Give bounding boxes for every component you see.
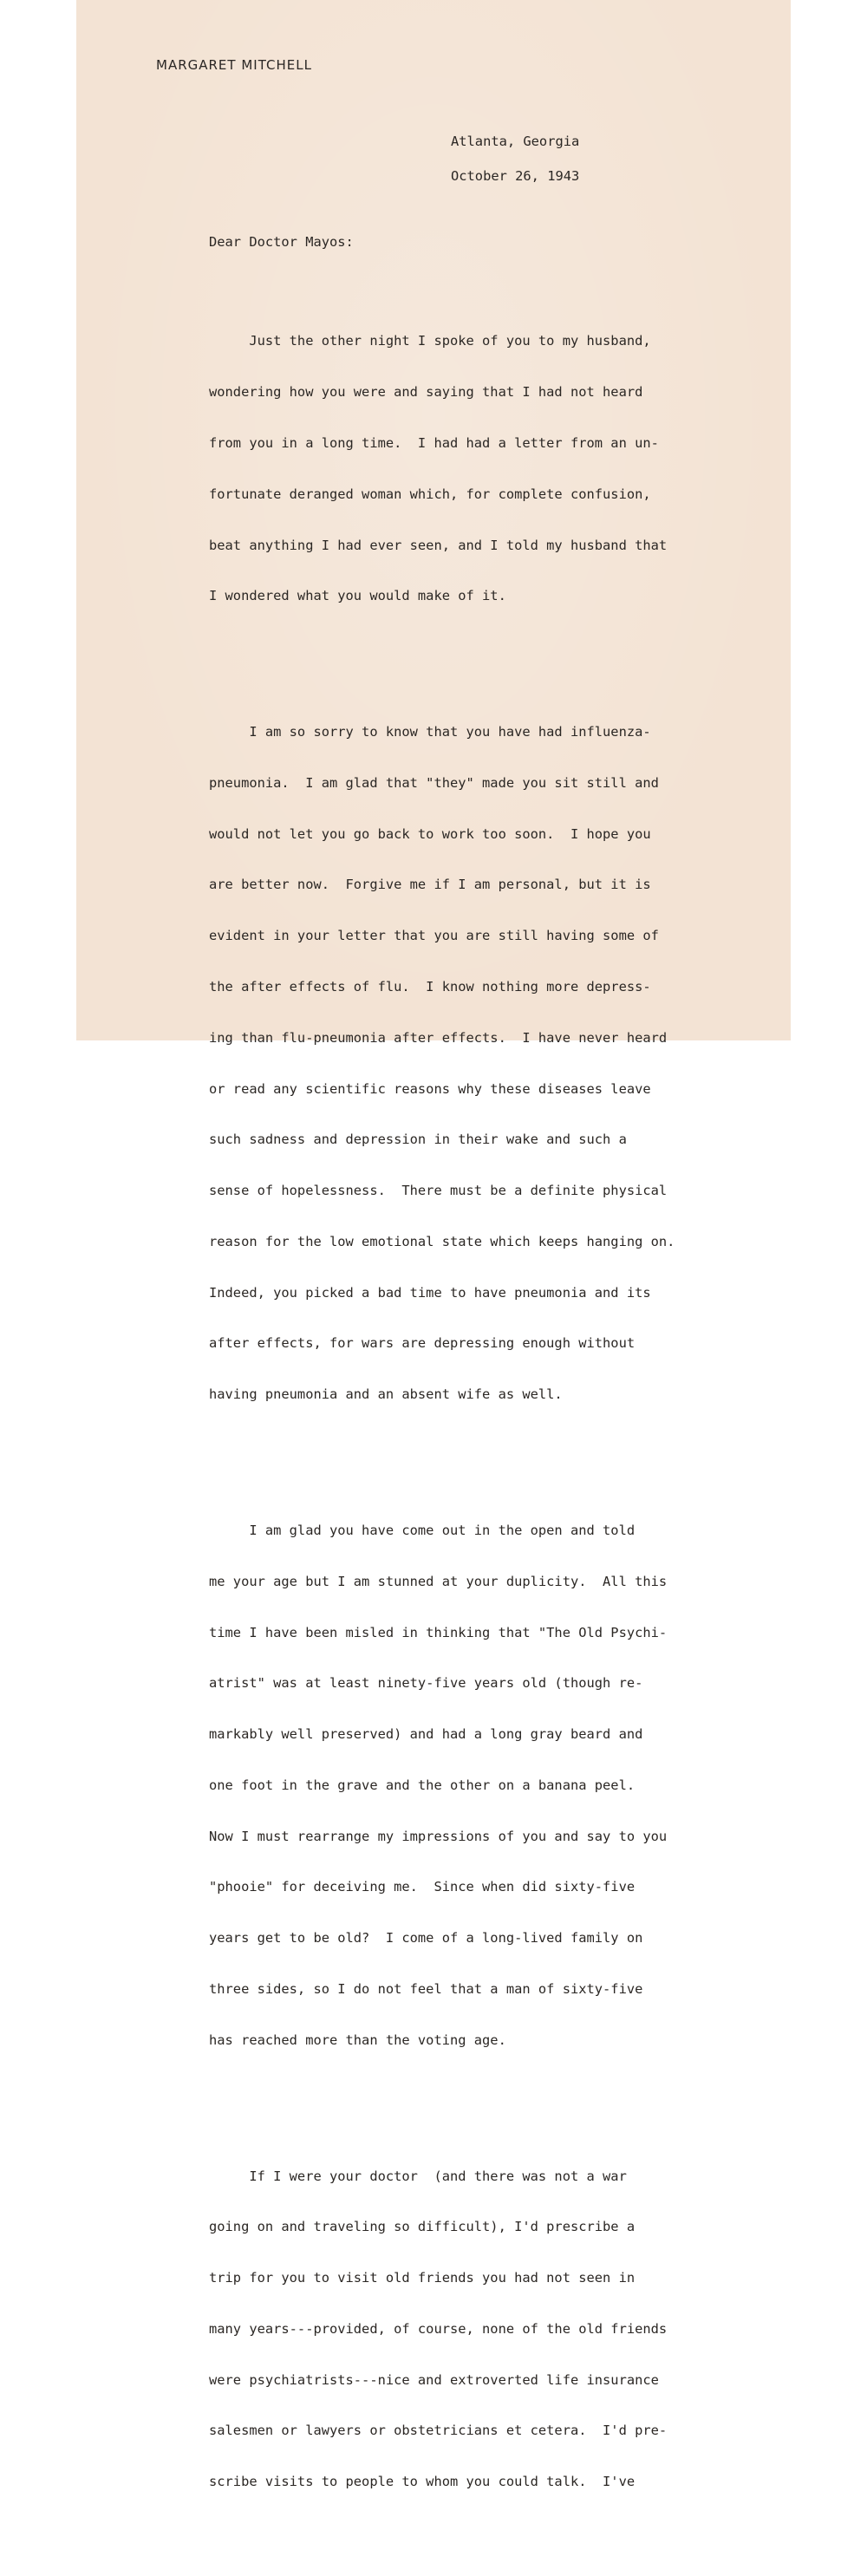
paragraph-2 bbox=[209, 690, 772, 1438]
text-line: has reached more than the voting age. bbox=[209, 2031, 506, 2048]
text-line: Now I must rearrange my impressions of you and say to you bbox=[209, 1828, 668, 1844]
text-line: sense of hopelessness. There must be a definite physical bbox=[209, 1183, 668, 1199]
date-line: October 26, 1943 bbox=[451, 168, 580, 184]
text-line: "phooie" for deceiving me. Since when did sixty-five bbox=[209, 1879, 636, 1895]
text-line: were psychiatrists---nice and extroverted life insurance bbox=[209, 2371, 659, 2388]
text-line: me your age but I am stunned at your duplicity. All this bbox=[209, 1573, 668, 1589]
letter-page bbox=[76, 0, 791, 2490]
place-line: Atlanta, Georgia bbox=[451, 134, 580, 149]
text-line: ing than flu-pneumonia after effects. I have never heard bbox=[209, 1029, 668, 1046]
text-line: I am glad you have come out in the open and told bbox=[209, 1522, 636, 1538]
text-line: three sides, so I do not feel that a man of sixty-five bbox=[209, 1980, 643, 1997]
text-line: reason for the low emotional state which keeps hanging on. bbox=[209, 1233, 675, 1249]
text-line: one foot in the grave and the other on a banana peel. bbox=[209, 1777, 636, 1793]
text-line: the after effects of flu. I know nothing more depress- bbox=[209, 978, 651, 995]
text-line: after effects, for wars are depressing enough without bbox=[209, 1335, 636, 1352]
text-line: pneumonia. I am glad that "they" made you sit still and bbox=[209, 774, 659, 791]
text-line: Indeed, you picked a bad time to have pneumonia and its bbox=[209, 1284, 651, 1301]
letter-body bbox=[209, 265, 772, 2576]
text-line: markably well preserved) and had a long gray beard and bbox=[209, 1726, 643, 1743]
text-line: scribe visits to people to whom you could talk. I've bbox=[209, 2474, 636, 2490]
text-line: time I have been misled in thinking that "The Old Psychi- bbox=[209, 1624, 668, 1640]
text-line: are better now. Forgive me if I am personal, but it is bbox=[209, 877, 651, 893]
salutation: Dear Doctor Mayos: bbox=[209, 234, 354, 250]
text-line: I wondered what you would make of it. bbox=[209, 588, 506, 604]
text-line: evident in your letter that you are still having some of bbox=[209, 928, 659, 944]
text-line: salesmen or lawyers or obstetricians et cetera. I'd pre- bbox=[209, 2423, 668, 2439]
text-line: would not let you go back to work too soon. I hope you bbox=[209, 825, 651, 842]
paragraph-4 bbox=[209, 2134, 772, 2525]
text-line: many years---provided, of course, none of the old friends bbox=[209, 2320, 668, 2337]
text-line: beat anything I had ever seen, and I told my husband that bbox=[209, 537, 668, 553]
text-line: from you in a long time. I had had a letter from an un- bbox=[209, 434, 659, 451]
paragraph-1 bbox=[209, 299, 772, 639]
text-line: Just the other night I spoke of you to my husband, bbox=[209, 333, 651, 349]
text-line: wondering how you were and saying that I had not heard bbox=[209, 384, 643, 401]
text-line: going on and traveling so difficult), I'd prescribe a bbox=[209, 2219, 636, 2235]
text-line: years get to be old? I come of a long-lived family on bbox=[209, 1930, 643, 1947]
text-line: trip for you to visit old friends you had not seen in bbox=[209, 2270, 636, 2286]
text-line: If I were your doctor (and there was not a war bbox=[209, 2168, 627, 2184]
paragraph-3 bbox=[209, 1489, 772, 2084]
letterhead: MARGARET MITCHELL bbox=[156, 57, 312, 73]
text-line: such sadness and depression in their wake and such a bbox=[209, 1131, 627, 1148]
text-line: atrist" was at least ninety-five years old (though re- bbox=[209, 1675, 643, 1692]
text-line: or read any scientific reasons why these diseases leave bbox=[209, 1080, 651, 1097]
text-line: having pneumonia and an absent wife as well. bbox=[209, 1386, 563, 1403]
text-line: fortunate deranged woman which, for complete confusion, bbox=[209, 486, 651, 502]
text-line: I am so sorry to know that you have had influenza- bbox=[209, 724, 651, 740]
